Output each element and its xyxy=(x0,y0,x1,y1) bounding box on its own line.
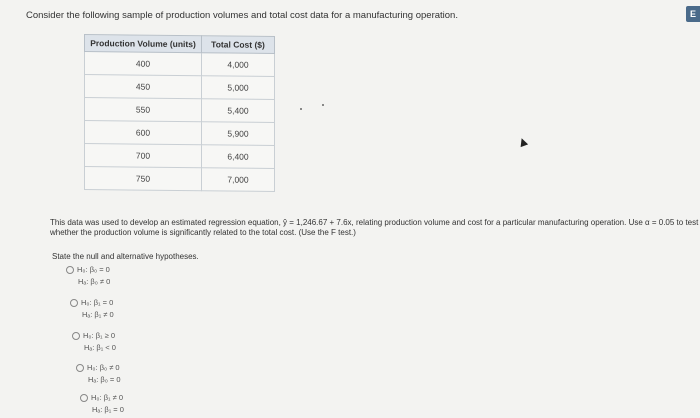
header-total-cost: Total Cost ($) xyxy=(202,36,275,54)
null-hypothesis: H₀: β₁ ≥ 0 xyxy=(83,331,115,340)
cell-cost: 7,000 xyxy=(202,168,275,192)
cell-volume: 400 xyxy=(85,52,202,76)
hypothesis-option[interactable] xyxy=(72,330,116,354)
data-table xyxy=(84,34,275,192)
alternative-hypothesis: Hₐ: β₁ < 0 xyxy=(84,343,116,352)
hypothesis-option[interactable] xyxy=(76,362,121,386)
question-intro: Consider the following sample of production volumes and total cost data for a manufacturing operation. xyxy=(26,10,458,21)
table-row xyxy=(85,167,275,192)
header-production-volume: Production Volume (units) xyxy=(85,35,202,53)
table-row xyxy=(85,75,275,100)
null-hypothesis: H₀: β₁ = 0 xyxy=(81,298,114,307)
cell-volume: 450 xyxy=(85,75,202,99)
table-row xyxy=(85,121,275,146)
cell-volume: 600 xyxy=(85,121,202,145)
cell-volume: 550 xyxy=(85,98,202,122)
alternative-hypothesis: Hₐ: β₁ ≠ 0 xyxy=(82,310,114,319)
null-hypothesis: H₀: β₀ = 0 xyxy=(77,265,110,274)
hypothesis-option[interactable] xyxy=(80,392,124,416)
stray-dot xyxy=(300,108,302,110)
cell-volume: 700 xyxy=(85,144,202,168)
null-hypothesis: H₀: β₀ ≠ 0 xyxy=(87,363,120,372)
problem-description: This data was used to develop an estimated regression equation, ŷ = 1,246.67 + 7.6x, relating production volume and cost for a particular manufacturing operation. Use α = 0.05 to test whether the production volume is significantly related to the total cost. (Use the F test.) xyxy=(50,218,699,237)
cell-volume: 750 xyxy=(85,167,202,191)
alternative-hypothesis: Hₐ: β₀ = 0 xyxy=(88,375,121,384)
alternative-hypothesis: Hₐ: β₁ = 0 xyxy=(92,405,124,414)
edge-badge[interactable]: E xyxy=(686,6,700,22)
radio-button[interactable] xyxy=(66,266,74,274)
table-row xyxy=(85,52,275,77)
hypothesis-option[interactable] xyxy=(70,297,114,321)
cell-cost: 4,000 xyxy=(202,53,275,77)
null-hypothesis: H₀: β₁ ≠ 0 xyxy=(91,393,123,402)
hypotheses-prompt: State the null and alternative hypotheses. xyxy=(52,252,199,261)
radio-button[interactable] xyxy=(76,364,84,372)
mouse-cursor-icon xyxy=(518,137,528,147)
cell-cost: 5,000 xyxy=(202,76,275,100)
cell-cost: 5,400 xyxy=(202,99,275,123)
hypothesis-option[interactable] xyxy=(66,264,110,288)
radio-button[interactable] xyxy=(70,299,78,307)
table-row xyxy=(85,98,275,123)
alternative-hypothesis: Hₐ: β₀ ≠ 0 xyxy=(78,277,111,286)
table-row xyxy=(85,144,275,169)
radio-button[interactable] xyxy=(80,394,88,402)
stray-dot xyxy=(322,104,324,106)
cell-cost: 5,900 xyxy=(202,122,275,146)
radio-button[interactable] xyxy=(72,332,80,340)
cell-cost: 6,400 xyxy=(202,145,275,169)
